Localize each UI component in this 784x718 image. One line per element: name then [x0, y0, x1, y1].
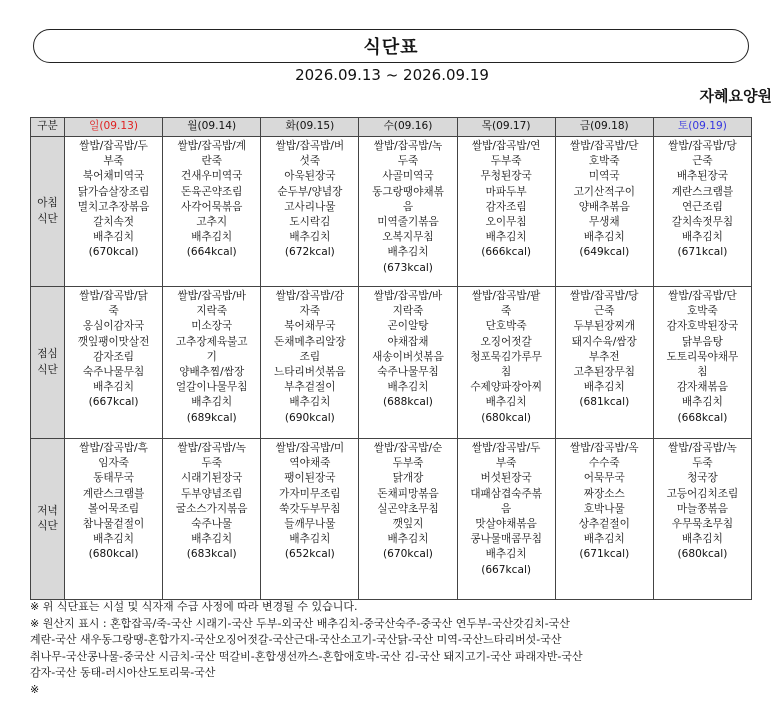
menu-item: 지락죽: [196, 305, 228, 318]
menu-cell: [653, 137, 751, 287]
menu-item: 쌀밥/잡곡밥/버: [275, 140, 345, 152]
menu-item: 배추김치: [681, 533, 723, 546]
header-tuesday: 화(09.15): [261, 118, 359, 137]
row-label-line: 점심: [37, 348, 58, 361]
menu-item: 배추김치: [485, 231, 527, 244]
menu-item: 고기산적구이: [573, 185, 635, 198]
menu-item: (672kcal): [284, 246, 335, 259]
menu-item: 가자미무조림: [279, 487, 341, 500]
menu-item: 죽: [108, 305, 119, 318]
menu-item: 배추김치: [485, 548, 527, 561]
menu-item: (680kcal): [88, 548, 139, 561]
menu-item: 배추김치: [583, 381, 625, 394]
menu-item: (681kcal): [579, 396, 630, 409]
menu-item: 쌀밥/잡곡밥/미: [275, 442, 345, 454]
menu-item: (689kcal): [186, 411, 237, 424]
menu-item: 쌀밥/잡곡밥/순: [373, 442, 443, 454]
menu-item: 들깨무나물: [284, 518, 336, 531]
menu-item: 돈채메추리알장: [274, 335, 346, 348]
menu-item: 미소장국: [191, 320, 233, 333]
menu-item: 팽이된장국: [284, 472, 336, 485]
menu-item: 배추김치: [191, 396, 233, 409]
menu-item: (673kcal): [383, 261, 433, 274]
header-wednesday: 수(09.16): [359, 118, 457, 137]
menu-item: 돈채피망볶음: [377, 487, 439, 500]
menu-item: 실곤약초무침: [377, 502, 439, 515]
menu-item: 아욱된장국: [284, 170, 336, 183]
menu-item: 갈치속젓: [93, 216, 135, 229]
menu-item: 쌀밥/잡곡밥/팥: [471, 290, 541, 302]
menu-item: 닭가슴살장조림: [77, 185, 150, 198]
menu-item: 쌀밥/잡곡밥/옥: [570, 442, 639, 454]
menu-item: (690kcal): [284, 411, 335, 424]
menu-item: 쌀밥/잡곡밥/단: [668, 290, 737, 302]
menu-cell: [261, 137, 359, 287]
menu-item: 부죽: [103, 155, 124, 168]
menu-item: 수수죽: [588, 457, 620, 470]
menu-cell: [163, 439, 261, 600]
menu-item: 감자조림: [485, 200, 527, 213]
menu-item: 두죽: [692, 457, 713, 470]
menu-item: 오복지무침: [382, 231, 434, 244]
menu-item: 시래기된장국: [181, 472, 243, 485]
menu-item: 쌀밥/잡곡밥/두: [471, 442, 541, 454]
header-friday: 금(09.18): [555, 118, 653, 137]
menu-item: 감자조림: [93, 350, 135, 363]
note-line: 계란-국산 새우동그랑땡-혼합가지-국산오징어젓갈-국산근대-국산소고기-국산닭-국산 미역-국산느타리버섯-국산: [30, 633, 562, 646]
menu-item: (670kcal): [88, 246, 139, 259]
menu-item: (666kcal): [481, 246, 532, 259]
menu-item: 닭개장: [392, 472, 424, 485]
menu-item: 양배추찜/쌈장: [179, 366, 245, 379]
menu-item: 임자죽: [98, 457, 129, 470]
row-label-line: 아침: [37, 197, 58, 210]
menu-item: (667kcal): [481, 563, 532, 576]
header-category: 구분: [31, 118, 65, 137]
dinner-row: [31, 439, 752, 600]
menu-item: 섯죽: [299, 155, 321, 168]
note-line: ※: [30, 682, 40, 696]
menu-item: 배추김치: [93, 381, 135, 394]
header-monday: 월(09.14): [163, 118, 261, 137]
menu-item: 양배추볶음: [578, 200, 630, 213]
menu-item: 죽: [501, 305, 512, 318]
menu-item: 단호박죽: [485, 320, 527, 333]
menu-item: 무청된장국: [480, 170, 532, 183]
note-line: 감자-국산 동태-러시아산도토리묵-국산: [30, 666, 216, 679]
notes: [30, 599, 770, 698]
menu-item: 호박죽: [588, 155, 620, 168]
menu-item: 배추김치: [387, 533, 429, 546]
menu-item: 도토리묵야채무: [666, 350, 739, 363]
menu-item: 오징어젓갈: [480, 335, 532, 348]
menu-item: 쌀밥/잡곡밥/계: [177, 140, 246, 152]
menu-item: 수제양파장아찌: [470, 381, 542, 394]
menu-item: 두부죽: [392, 457, 424, 470]
menu-table: [30, 117, 752, 600]
menu-cell: [457, 439, 555, 600]
menu-cell: [653, 439, 751, 600]
menu-item: 쌀밥/잡곡밥/단: [570, 140, 639, 152]
title-box: [33, 29, 749, 63]
menu-item: 쌀밥/잡곡밥/흑: [79, 442, 148, 454]
menu-item: 쌀밥/잡곡밥/바: [373, 290, 443, 302]
menu-item: (671kcal): [579, 548, 630, 561]
menu-item: 쌀밥/잡곡밥/연: [471, 140, 541, 152]
menu-item: (671kcal): [677, 246, 728, 259]
menu-item: 고추지: [196, 216, 228, 229]
note-line: 취나무-국산콩나물-중국산 시금치-국산 떡갈비-혼합생선까스-혼합애호박-국산 김-국산 돼지고기-국산 파래자반-국산: [30, 649, 583, 663]
menu-item: (652kcal): [284, 548, 335, 561]
menu-item: 대패삼겹숙주볶: [470, 487, 542, 500]
menu-cell: [653, 287, 751, 439]
menu-item: 어묵무국: [583, 472, 625, 485]
menu-item: 배추김치: [289, 231, 331, 244]
menu-item: 쑥갓두부무침: [279, 502, 341, 515]
menu-item: 닭부음탕: [681, 335, 723, 348]
menu-item: 순두부/양념장: [277, 185, 343, 198]
menu-cell: [163, 287, 261, 439]
menu-item: 버섯된장국: [480, 472, 532, 485]
menu-item: 북어채무국: [284, 320, 336, 333]
menu-item: (680kcal): [481, 411, 532, 424]
menu-cell: [555, 439, 653, 600]
menu-cell: [359, 287, 457, 439]
menu-cell: [555, 137, 653, 287]
menu-item: 호박나물: [583, 502, 625, 515]
menu-cell: [261, 287, 359, 439]
menu-item: 돈육곤약조림: [181, 185, 243, 198]
menu-item: 무생채: [588, 216, 620, 229]
menu-item: 계란스크램블: [671, 185, 734, 198]
menu-item: 북어채미역국: [82, 170, 145, 183]
menu-item: 오이무침: [485, 216, 527, 229]
menu-item: 배추된장국: [676, 170, 728, 183]
menu-item: 고등어김치조림: [666, 487, 739, 500]
menu-item: (664kcal): [186, 246, 237, 259]
menu-item: 역야채죽: [289, 457, 331, 470]
breakfast-row: [31, 137, 752, 287]
menu-item: 음: [501, 502, 512, 515]
menu-item: 돼지수육/쌈장: [571, 335, 637, 348]
row-label-line: 식단: [37, 520, 58, 532]
menu-item: 콩나물매콤무침: [470, 533, 542, 546]
menu-item: 배추김치: [191, 231, 233, 244]
menu-item: 부죽: [495, 457, 517, 470]
menu-item: 두죽: [397, 155, 419, 168]
menu-item: 고사리나물: [284, 200, 336, 213]
menu-item: 청국장: [687, 472, 718, 485]
menu-item: 자죽: [299, 305, 321, 318]
note-line: ※ 위 식단표는 시설 및 식자재 수급 사정에 따라 변경될 수 있습니다.: [30, 600, 358, 613]
menu-item: 고추된장무침: [573, 366, 635, 379]
menu-item: 상추겉절이: [578, 518, 630, 531]
header-sunday: 일(09.13): [65, 118, 163, 137]
menu-item: (649kcal): [579, 246, 630, 259]
menu-item: (667kcal): [88, 396, 139, 409]
row-label-line: 식단: [37, 212, 58, 225]
row-label: [31, 287, 65, 439]
note-line: ※ 원산지 표시 : 혼합잡곡/죽-국산 시래기-국산 두부-외국산 배추김치-중국산숙주-중국산 연두부-국산갓김치-국산: [30, 616, 570, 630]
menu-item: 감자호박된장국: [666, 320, 739, 333]
menu-item: 지락죽: [392, 305, 424, 318]
menu-item: 근죽: [594, 305, 615, 318]
menu-cell: [359, 439, 457, 600]
menu-item: 쌀밥/잡곡밥/녹: [373, 140, 443, 152]
menu-item: 도시락김: [289, 216, 331, 229]
menu-item: 배추김치: [681, 231, 723, 244]
menu-item: 배추김치: [93, 231, 135, 244]
menu-item: 쌀밥/잡곡밥/감: [275, 290, 345, 302]
menu-item: 동태무국: [93, 472, 135, 485]
menu-item: 맛살야채볶음: [475, 518, 537, 531]
menu-item: 배추김치: [583, 533, 625, 546]
menu-item: 침: [501, 366, 512, 379]
menu-item: 배추김치: [387, 246, 429, 259]
menu-item: 호박죽: [687, 305, 718, 318]
menu-item: 얼갈이나물무침: [175, 381, 248, 394]
menu-item: 두죽: [201, 457, 222, 470]
row-label: [31, 439, 65, 600]
menu-item: 새송이버섯볶음: [372, 350, 444, 363]
header-saturday: 토(09.19): [653, 118, 751, 137]
menu-item: 숙주나물무침: [377, 366, 439, 379]
menu-item: 조림: [299, 350, 321, 363]
menu-cell: [457, 137, 555, 287]
menu-item: 음: [402, 200, 414, 213]
menu-item: 배추김치: [191, 533, 233, 546]
menu-item: 곤이알탕: [387, 320, 429, 333]
row-label-line: 식단: [37, 363, 58, 376]
row-label: [31, 137, 65, 287]
menu-item: 배추김치: [387, 381, 429, 394]
row-label-line: 저녁: [37, 504, 58, 517]
menu-item: 배추김치: [93, 533, 135, 546]
menu-body: [31, 137, 752, 600]
menu-item: 배추김치: [583, 231, 625, 244]
page-title: 식단표: [363, 37, 419, 58]
menu-item: 감자채볶음: [676, 381, 728, 394]
menu-item: 침: [697, 366, 708, 379]
menu-item: (680kcal): [677, 548, 728, 561]
menu-item: 사골미역국: [382, 170, 434, 183]
menu-cell: [457, 287, 555, 439]
menu-item: 두부된장찌개: [573, 320, 635, 333]
header-thursday: 목(09.17): [457, 118, 555, 137]
menu-cell: [261, 439, 359, 600]
menu-item: 쌀밥/잡곡밥/바: [177, 290, 246, 302]
menu-item: 부추겉절이: [284, 381, 336, 394]
menu-item: 쌀밥/잡곡밥/녹: [668, 442, 737, 454]
menu-item: 배추김치: [289, 396, 331, 409]
menu-item: 멸치고추장볶음: [77, 200, 150, 213]
menu-item: 야채잡채: [387, 335, 429, 348]
menu-item: 근죽: [692, 155, 713, 168]
menu-item: 건새우미역국: [181, 170, 243, 183]
menu-item: 굴소스가지볶음: [175, 502, 248, 515]
menu-cell: [555, 287, 653, 439]
menu-item: 쌀밥/잡곡밥/녹: [177, 442, 246, 454]
facility-name: 자혜요양원: [699, 87, 772, 105]
menu-item: 동그랑땡야채볶: [372, 185, 444, 198]
menu-item: 배추김치: [681, 396, 723, 409]
menu-item: 배추김치: [289, 533, 331, 546]
menu-item: 깻잎팽이맛살전: [77, 335, 150, 348]
menu-item: 쌀밥/잡곡밥/당: [668, 140, 737, 152]
menu-item: 참나물겉절이: [82, 518, 145, 531]
menu-item: 옹심이감자국: [82, 320, 145, 333]
menu-item: 갈치속젓무침: [671, 216, 734, 229]
menu-item: 쌀밥/잡곡밥/두: [79, 140, 148, 152]
menu-item: 숙주나물: [191, 518, 233, 531]
menu-item: 란죽: [201, 155, 222, 168]
menu-item: (668kcal): [677, 411, 728, 424]
menu-item: 우무묵초무침: [671, 518, 734, 531]
header-row: [31, 118, 752, 137]
menu-item: 기: [206, 350, 217, 363]
menu-item: 마파두부: [485, 185, 527, 198]
menu-item: 깻잎지: [392, 518, 424, 531]
menu-item: 미역줄기볶음: [377, 216, 439, 229]
menu-item: 짜장소스: [583, 487, 625, 500]
menu-item: 배추김치: [485, 396, 527, 409]
menu-item: 숙주나물무침: [82, 366, 145, 379]
menu-item: 부추전: [588, 350, 620, 363]
menu-cell: [359, 137, 457, 287]
menu-item: 두부양념조림: [181, 487, 243, 500]
menu-item: (670kcal): [383, 548, 433, 561]
menu-item: 느타리버섯볶음: [274, 366, 346, 379]
menu-item: 연근조림: [681, 200, 723, 213]
menu-item: 볼어묵조림: [87, 502, 140, 515]
lunch-row: [31, 287, 752, 439]
menu-item: 두부죽: [490, 155, 522, 168]
menu-item: (683kcal): [186, 548, 237, 561]
date-range: 2026.09.13 ~ 2026.09.19: [295, 66, 489, 84]
menu-item: 계란스크램블: [82, 487, 145, 500]
menu-item: 쌀밥/잡곡밥/닭: [79, 290, 148, 302]
menu-cell: [65, 137, 163, 287]
menu-item: (688kcal): [383, 396, 433, 409]
menu-item: 청포묵김가루무: [470, 350, 542, 363]
menu-item: 쌀밥/잡곡밥/당: [570, 290, 639, 302]
menu-item: 마늘쫑볶음: [676, 502, 728, 515]
menu-item: 미역국: [588, 170, 620, 183]
menu-cell: [65, 287, 163, 439]
menu-cell: [163, 137, 261, 287]
menu-item: 고추장제육불고: [175, 335, 248, 348]
menu-cell: [65, 439, 163, 600]
menu-item: 사각어묵볶음: [181, 200, 243, 213]
